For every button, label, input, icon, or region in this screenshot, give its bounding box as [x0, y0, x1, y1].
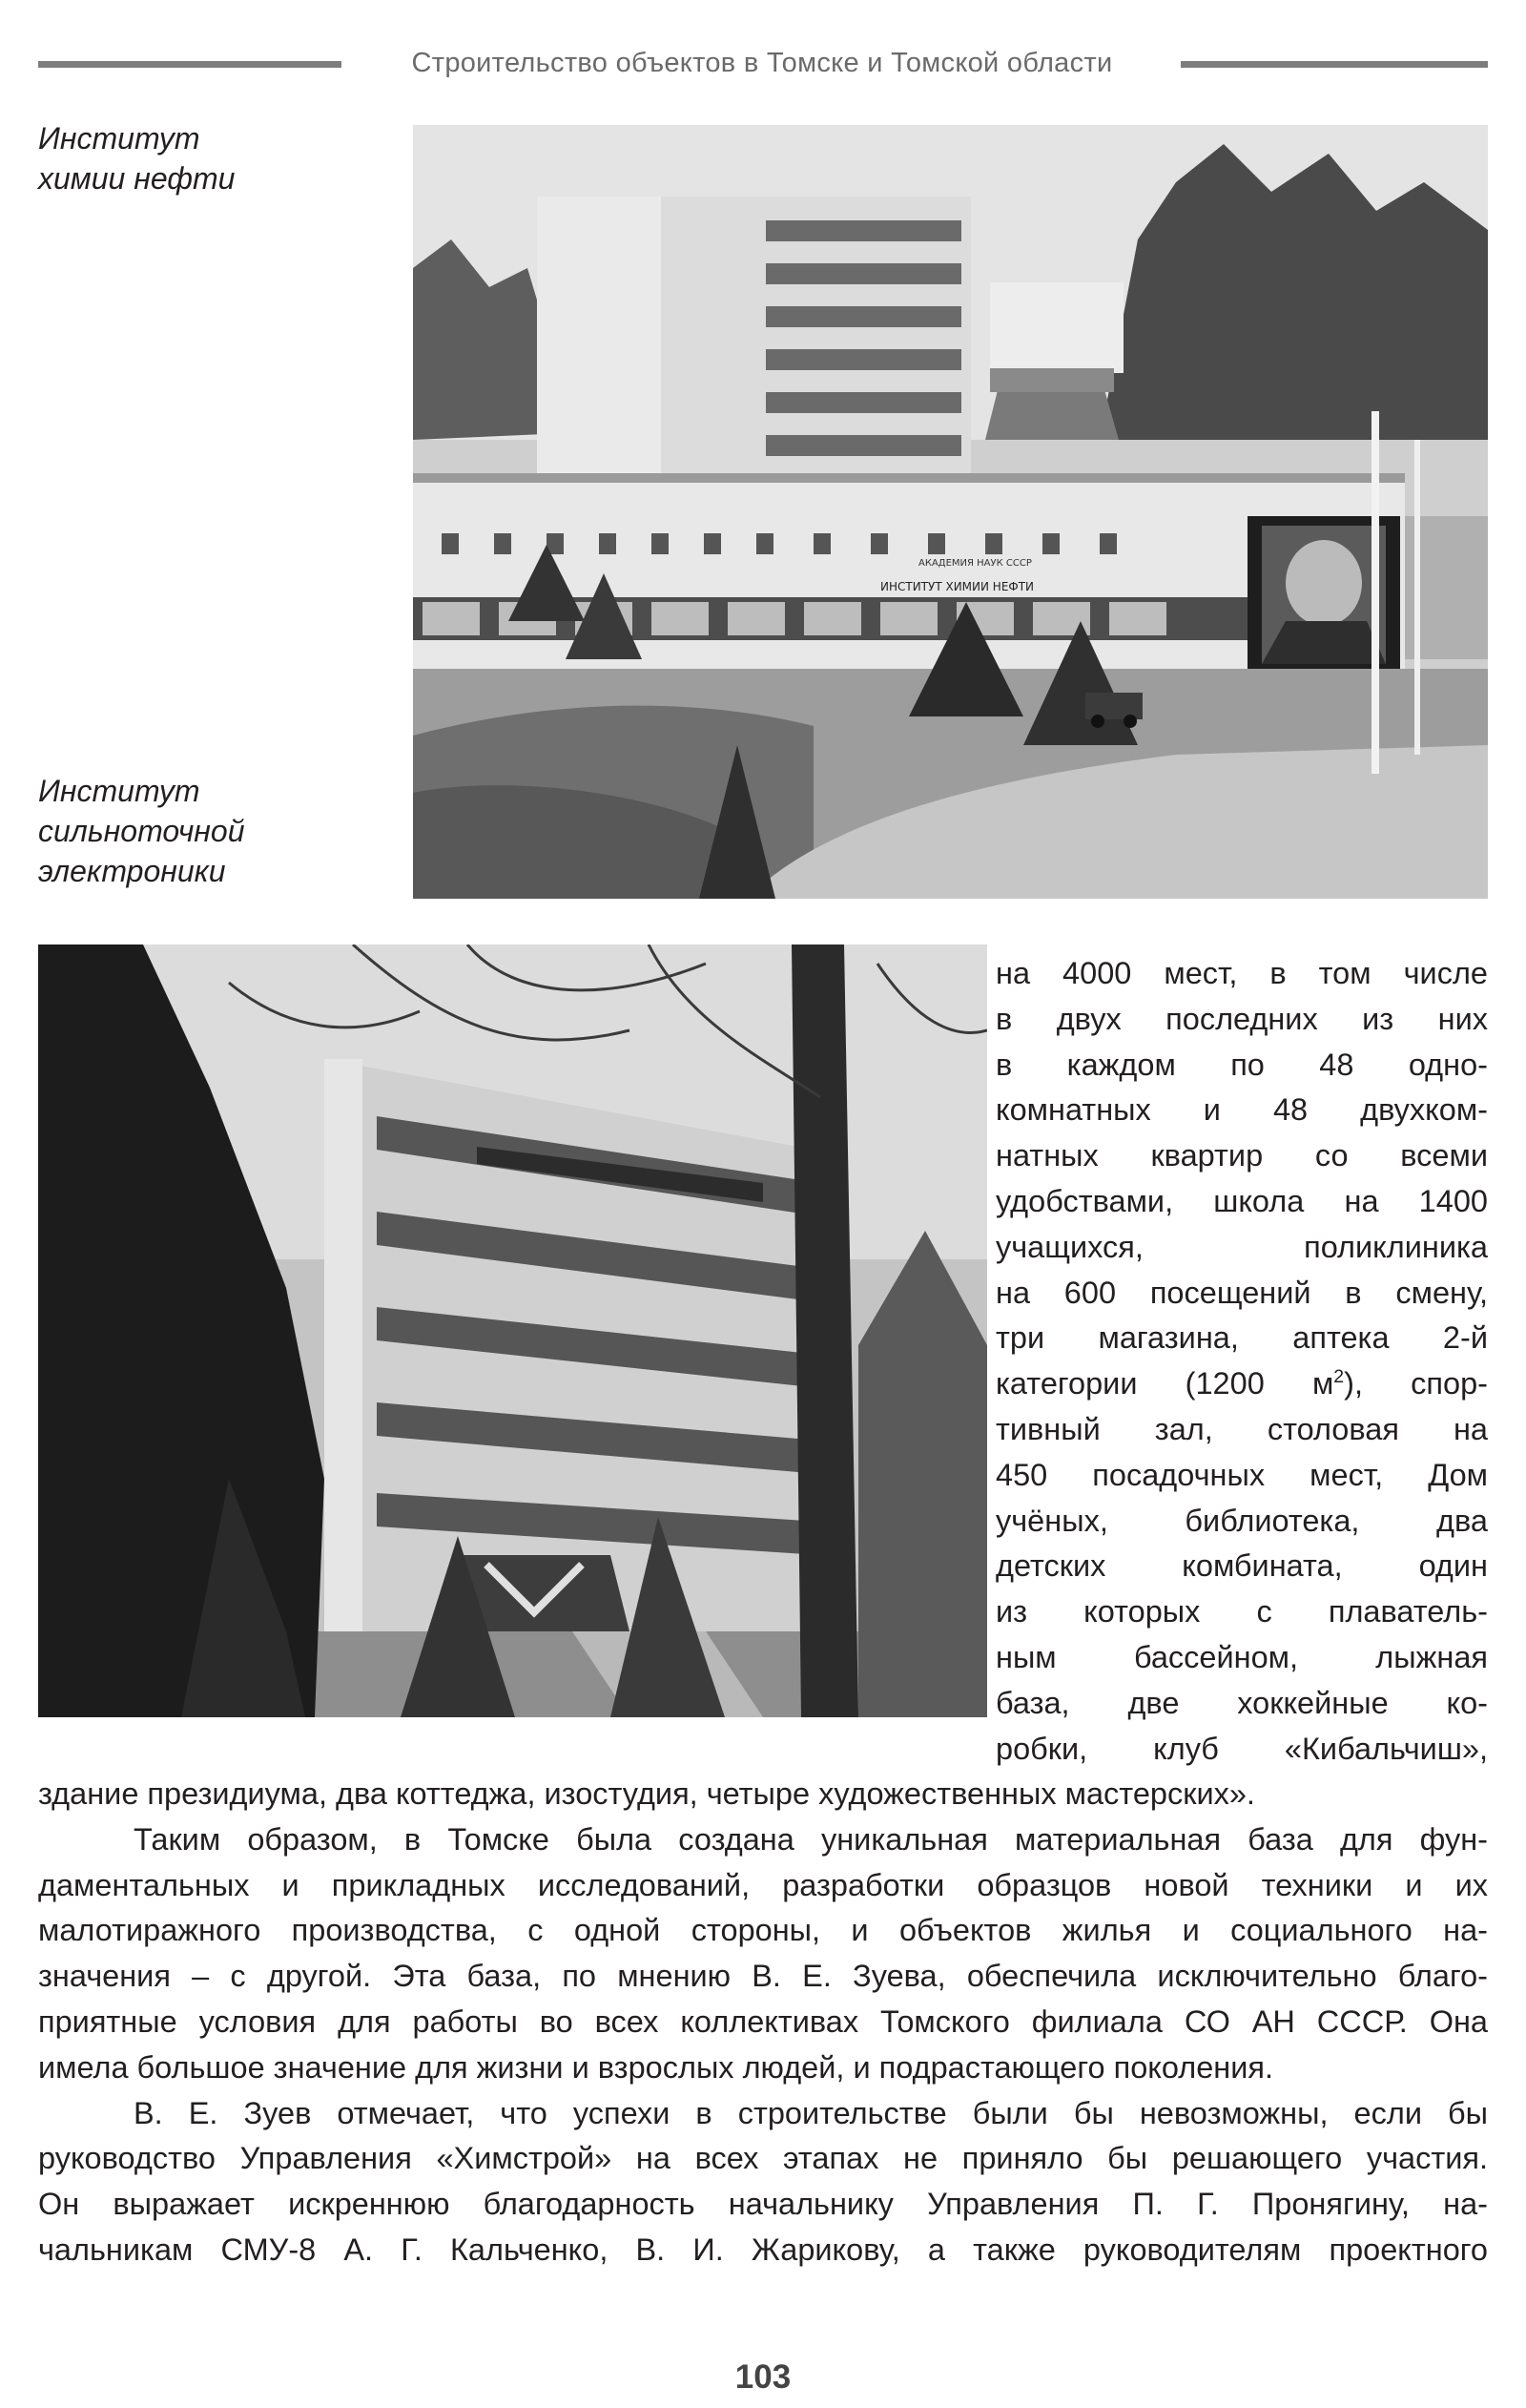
text-line: тивный зал, столовая на [996, 1411, 1488, 1446]
text-line: ным бассейном, лыжная [996, 1639, 1488, 1674]
caption-line: Институт [38, 121, 200, 156]
photo-oil-chemistry-institute-image [413, 125, 1488, 899]
text-line-with-superscript [996, 1361, 1488, 1407]
text-line: в двух последних из них [996, 1001, 1488, 1036]
body-text-narrow-column [996, 951, 1488, 1772]
text-line: 450 посадочных мест, Дом [996, 1457, 1488, 1492]
text-line: на 600 посещений в смену, [996, 1275, 1488, 1310]
text-line: значения – с другой. Эта база, по мнению В. Е. Зуева, обеспечила исключительно благо- [38, 1959, 1488, 1994]
text-line: учёных, библиотека, два [996, 1503, 1488, 1538]
text-line: даментальных и прикладных исследований, разработки образцов новой техники и их [38, 1867, 1488, 1902]
text-line: комнатных и 48 двухком- [996, 1092, 1488, 1128]
building-sign-line1: АКАДЕМИЯ НАУК СССР [918, 558, 1032, 569]
photo-high-current-electronics-institute-image [38, 945, 987, 1717]
caption-line: сильноточной [38, 814, 245, 848]
text-line: В. Е. Зуев отмечает, что успехи в строительстве были бы невозможны, если бы [134, 2095, 1488, 2130]
text-line: база, две хоккейные ко- [996, 1685, 1488, 1720]
text-line: три магазина, аптека 2-й [996, 1320, 1488, 1356]
photo-oil-chemistry-institute [413, 125, 1488, 899]
header-rule-left [38, 61, 341, 68]
running-header [38, 42, 1488, 80]
header-rule-right [1181, 61, 1488, 68]
caption-line: электроники [38, 854, 226, 888]
caption-oil-chemistry-institute [38, 118, 382, 198]
text-line: учащихся, поликлиника [996, 1229, 1488, 1264]
body-text-full-width [38, 1772, 1488, 2273]
text-line: Он выражает искреннюю благодарность начальнику Управления П. Г. Пронягину, на- [38, 2187, 1488, 2222]
text-line: здание президиума, два коттеджа, изостудия, четыре художественных мастерских». [38, 1776, 1255, 1811]
text-line: в каждом по 48 одно- [996, 1047, 1488, 1082]
text-line: из которых с плаватель- [996, 1594, 1488, 1630]
caption-line: химии нефти [38, 161, 236, 196]
text-line: на 4000 мест, в том числе [996, 956, 1488, 990]
text-line: робки, клуб «Кибальчиш», [996, 1731, 1488, 1766]
text-line: удобствами, школа на 1400 [996, 1183, 1488, 1218]
text-line: малотиражного производства, с одной стороны, и объектов жилья и социального на- [38, 1913, 1488, 1948]
text-line: натных квартир со всеми [996, 1138, 1488, 1173]
text-line-end: ), спор- [1344, 1366, 1488, 1401]
text-line: чальникам СМУ-8 А. Г. Кальченко, В. И. Жарикову, а также руководителям проектного [38, 2232, 1488, 2267]
text-line: приятные условия для работы во всех коллективах Томского филиала СО АН СССР. Она [38, 2003, 1488, 2039]
caption-high-current-electronics-institute [38, 771, 382, 891]
building-sign-line2: ИНСТИТУТ ХИМИИ НЕФТИ [880, 580, 1035, 593]
text-line: Таким образом, в Томске была создана уникальная материальная база для фун- [134, 1821, 1488, 1857]
text-line-start: категории (1200 м [996, 1366, 1334, 1401]
page-number: 103 [734, 2358, 792, 2396]
photo-high-current-electronics-institute [38, 945, 987, 1717]
running-header-title: Строительство объектов в Томске и Томской области [411, 48, 1113, 78]
text-line: имела большое значение для жизни и взрослых людей, и подрастающего поколения. [38, 2049, 1274, 2085]
text-line: руководство Управления «Химстрой» на всех этапах не приняло бы решающего участия. [38, 2141, 1488, 2176]
caption-line: Институт [38, 774, 200, 808]
superscript: 2 [1333, 1366, 1345, 1388]
text-line: детских комбината, один [996, 1548, 1488, 1584]
